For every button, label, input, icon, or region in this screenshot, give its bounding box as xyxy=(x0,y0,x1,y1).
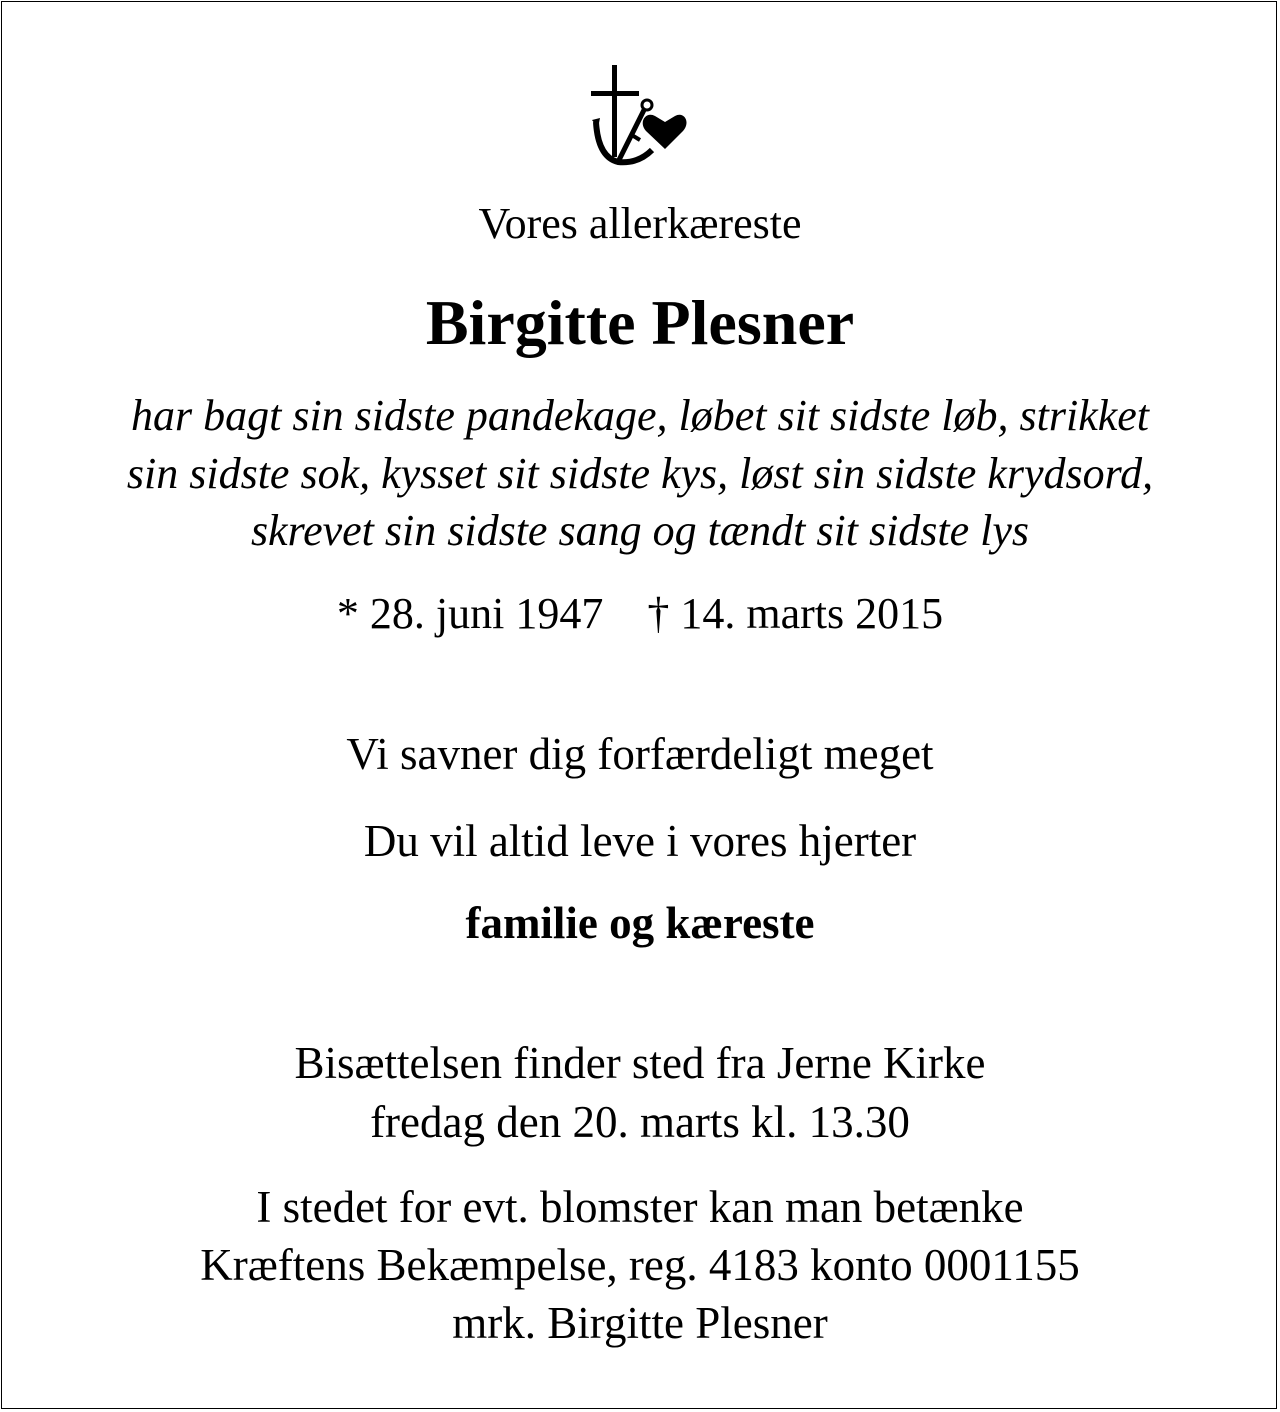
funeral-info: fredag den 20. marts kl. 13.30 xyxy=(370,1097,910,1147)
donation-info: Kræftens Bekæmpelse, reg. 4183 konto 0001155 xyxy=(200,1240,1080,1290)
deceased-name: Birgitte Plesner xyxy=(425,287,855,358)
signature: familie og kæreste xyxy=(465,898,815,948)
message-line: Vi savner dig forfærdeligt meget xyxy=(346,729,934,779)
death-date: † 14. marts 2015 xyxy=(647,589,944,638)
cross-anchor-heart-icon xyxy=(590,62,690,172)
funeral-info: Bisættelsen finder sted fra Jerne Kirke xyxy=(294,1038,986,1088)
message-line: Du vil altid leve i vores hjerter xyxy=(363,816,917,866)
tribute-line: har bagt sin sidste pandekage, løbet sit sidste løb, strikket xyxy=(130,391,1149,440)
intro-text: Vores allerkæreste xyxy=(478,199,802,248)
life-dates xyxy=(0,588,1280,639)
tribute-line: sin sidste sok, kysset sit sidste kys, løst sin sidste krydsord, xyxy=(126,449,1154,498)
donation-info: mrk. Birgitte Plesner xyxy=(452,1298,828,1348)
donation-info: I stedet for evt. blomster kan man betænke xyxy=(256,1182,1024,1232)
tribute-line: skrevet sin sidste sang og tændt sit sidste lys xyxy=(250,506,1030,555)
birth-date: * 28. juni 1947 xyxy=(336,589,604,638)
